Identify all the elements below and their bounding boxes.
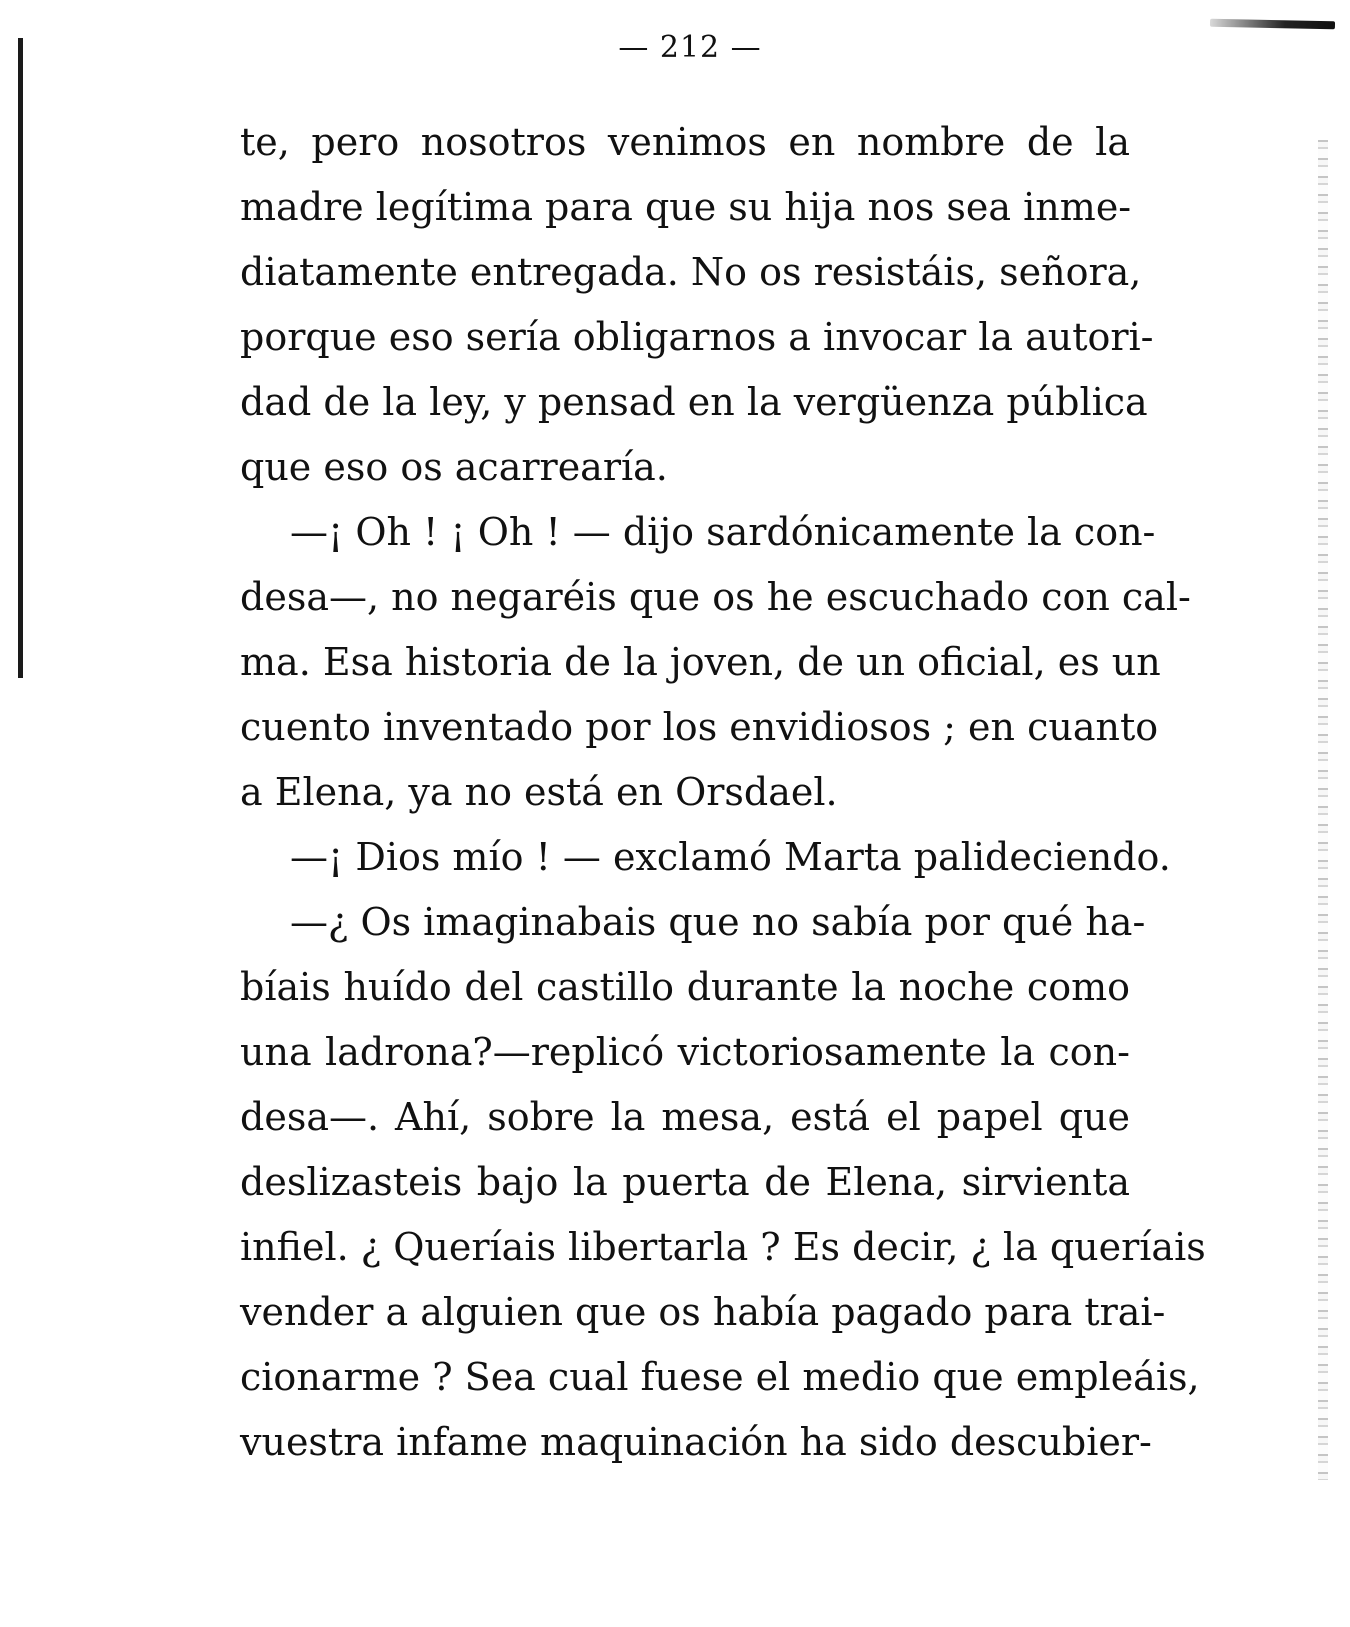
text-line: —¿ Os imaginabais que no sabía por qué ha-: [290, 900, 1146, 944]
binding-edge-mark: [18, 38, 23, 678]
text-line: desa—, no negaréis que os he escuchado con cal-: [240, 575, 1191, 619]
text-line: infiel. ¿ Queríais libertarla ? Es decir, ¿ la queríais: [240, 1225, 1206, 1269]
text-line: una ladrona?—replicó victoriosamente la con-: [240, 1030, 1130, 1074]
text-line: cionarme ? Sea cual fuese el medio que empleáis,: [240, 1355, 1200, 1399]
text-line: vuestra infame maquinación ha sido descubier-: [240, 1420, 1152, 1464]
text-line: deslizasteis bajo la puerta de Elena, sirvienta: [240, 1160, 1130, 1204]
text-line: te, pero nosotros venimos en nombre de la: [240, 120, 1130, 164]
text-line: dad de la ley, y pensad en la vergüenza pública: [240, 380, 1148, 424]
text-line: desa—. Ahí, sobre la mesa, está el papel que: [240, 1095, 1130, 1139]
ink-smudge-mark: [1210, 19, 1335, 30]
scan-edge-noise: [1318, 140, 1328, 1480]
text-line: madre legítima para que su hija nos sea inme-: [240, 185, 1132, 229]
text-line: cuento inventado por los envidiosos ; en cuanto: [240, 705, 1159, 749]
text-line: bíais huído del castillo durante la noche como: [240, 965, 1130, 1009]
text-line: porque eso sería obligarnos a invocar la autori-: [240, 315, 1154, 359]
text-line: ma. Esa historia de la joven, de un oficial, es un: [240, 640, 1161, 684]
text-line: vender a alguien que os había pagado para trai-: [240, 1290, 1166, 1334]
text-line: que eso os acarrearía.: [240, 445, 668, 489]
text-line: diatamente entregada. No os resistáis, señora,: [240, 250, 1142, 294]
text-line: —¡ Oh ! ¡ Oh ! — dijo sardónicamente la con-: [290, 510, 1156, 554]
text-line: —¡ Dios mío ! — exclamó Marta palideciendo.: [290, 835, 1171, 879]
body-text: [240, 110, 1206, 1475]
page-number: — 212 —: [618, 30, 762, 65]
text-line: a Elena, ya no está en Orsdael.: [240, 770, 838, 814]
